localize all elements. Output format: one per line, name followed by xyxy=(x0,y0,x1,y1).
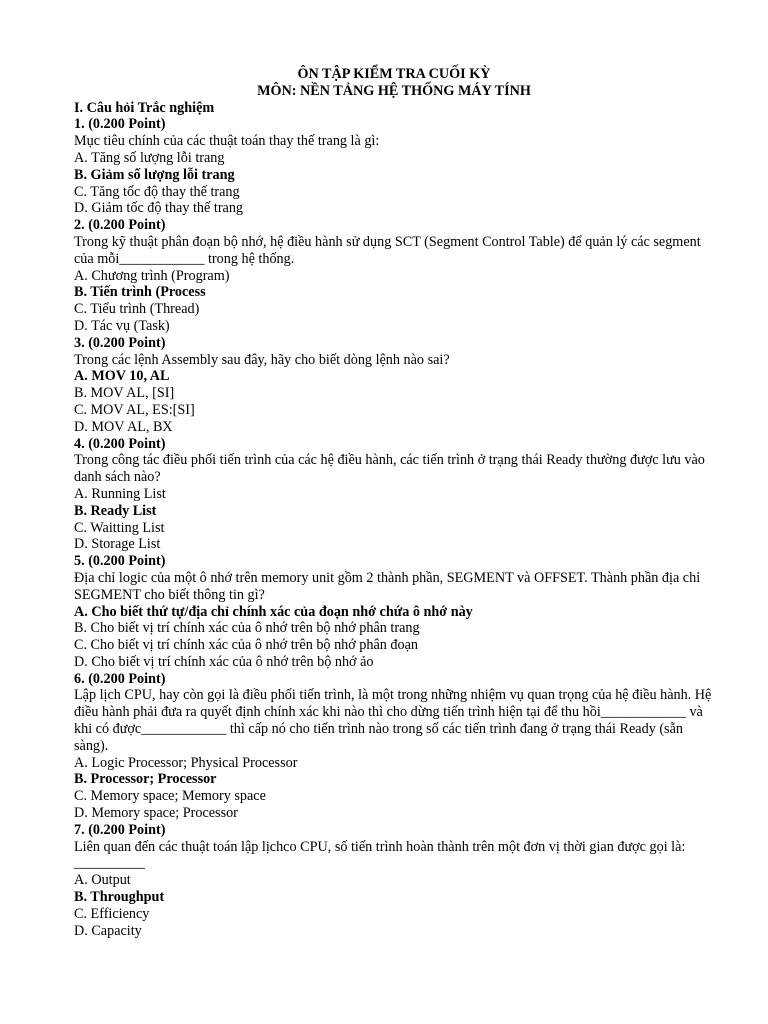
question-text: Lập lịch CPU, hay còn gọi là điều phối tiến trình, là một trong những nhiệm vụ quan trọng của hệ điều hành. Hệ điều hành phải đưa ra quyết định chính xác khi nào thì cho dừng tiến trình hiện tại để thu hồi____________ và khi có được____________ thì cấp nó cho tiến trình nào trong số các tiến trình đang ở trạng thái Ready (sẵn sàng). xyxy=(74,687,712,754)
question-text: Địa chỉ logic của một ô nhớ trên memory unit gồm 2 thành phần, SEGMENT và OFFSET. Thành phần địa chỉ SEGMENT cho biết thông tin gì? xyxy=(74,569,701,603)
document-body xyxy=(74,66,714,939)
option-a-correct: A. Cho biết thứ tự/địa chỉ chính xác của đoạn nhớ chứa ô nhớ này xyxy=(74,603,473,620)
option-b-correct: B. Throughput xyxy=(74,889,165,906)
option-a: A. Chương trình (Program) xyxy=(74,267,230,284)
option-b-correct: B. Tiến trình (Process xyxy=(74,284,206,301)
option-b-correct: B. Giảm số lượng lỗi trang xyxy=(74,166,235,183)
option-a: A. Output xyxy=(74,872,131,889)
question-header: 1. (0.200 Point) xyxy=(74,116,166,133)
option-a: A. Running List xyxy=(74,485,166,502)
question-header: 3. (0.200 Point) xyxy=(74,334,166,351)
option-b-correct: B. Ready List xyxy=(74,502,157,519)
question-text: Mục tiêu chính của các thuật toán thay thế trang là gì: xyxy=(74,133,380,150)
option-b: B. MOV AL, [SI] xyxy=(74,385,175,402)
option-d: D. Memory space; Processor xyxy=(74,805,238,822)
question-6 xyxy=(74,671,714,822)
question-7 xyxy=(74,822,714,940)
question-header: 5. (0.200 Point) xyxy=(74,553,166,570)
option-d: D. Capacity xyxy=(74,922,142,939)
question-header: 2. (0.200 Point) xyxy=(74,217,166,234)
question-text: Trong công tác điều phối tiến trình của các hệ điều hành, các tiến trình ở trạng thái Ready thường được lưu vào danh sách nào? xyxy=(74,452,705,486)
option-c: C. Memory space; Memory space xyxy=(74,788,266,805)
option-d: D. Tác vụ (Task) xyxy=(74,317,170,334)
option-c: C. Waitting List xyxy=(74,519,165,536)
option-c: C. MOV AL, ES:[SI] xyxy=(74,401,195,418)
option-b-correct: B. Processor; Processor xyxy=(74,771,217,788)
question-header: 7. (0.200 Point) xyxy=(74,821,166,838)
title-line-1: ÔN TẬP KIỂM TRA CUỐI KỲ xyxy=(297,66,491,82)
question-header: 6. (0.200 Point) xyxy=(74,670,166,687)
question-text: Trong các lệnh Assembly sau đây, hãy cho biết dòng lệnh nào sai? xyxy=(74,351,450,368)
option-c: C. Tăng tốc độ thay thế trang xyxy=(74,183,240,200)
question-5 xyxy=(74,553,714,671)
section-heading: I. Câu hỏi Trắc nghiệm xyxy=(74,99,215,116)
option-a-correct: A. MOV 10, AL xyxy=(74,368,170,385)
question-4 xyxy=(74,436,714,554)
title-line-2: MÔN: NỀN TẢNG HỆ THỐNG MÁY TÍNH xyxy=(257,82,531,99)
option-c: C. Efficiency xyxy=(74,905,150,922)
option-c: C. Cho biết vị trí chính xác của ô nhớ trên bộ nhớ phân đoạn xyxy=(74,637,419,654)
question-text: Liên quan đến các thuật toán lập lịchco CPU, số tiến trình hoàn thành trên một đơn vị thời gian được gọi là: __________ xyxy=(74,838,686,872)
option-a: A. Logic Processor; Physical Processor xyxy=(74,754,298,771)
question-text: Trong kỹ thuật phân đoạn bộ nhớ, hệ điều hành sử dụng SCT (Segment Control Table) để quản lý các segment của mỗi____________ trong hệ thống. xyxy=(74,233,701,267)
option-a: A. Tăng số lượng lỗi trang xyxy=(74,149,225,166)
option-d: D. MOV AL, BX xyxy=(74,418,173,435)
option-b: B. Cho biết vị trí chính xác của ô nhớ trên bộ nhớ phân trang xyxy=(74,620,420,637)
question-header: 4. (0.200 Point) xyxy=(74,435,166,452)
option-d: D. Storage List xyxy=(74,536,161,553)
question-1 xyxy=(74,116,714,217)
option-d: D. Cho biết vị trí chính xác của ô nhớ trên bộ nhớ ảo xyxy=(74,653,374,670)
option-d: D. Giảm tốc độ thay thế trang xyxy=(74,200,244,217)
question-2 xyxy=(74,217,714,335)
question-3 xyxy=(74,335,714,436)
option-c: C. Tiểu trình (Thread) xyxy=(74,301,200,318)
